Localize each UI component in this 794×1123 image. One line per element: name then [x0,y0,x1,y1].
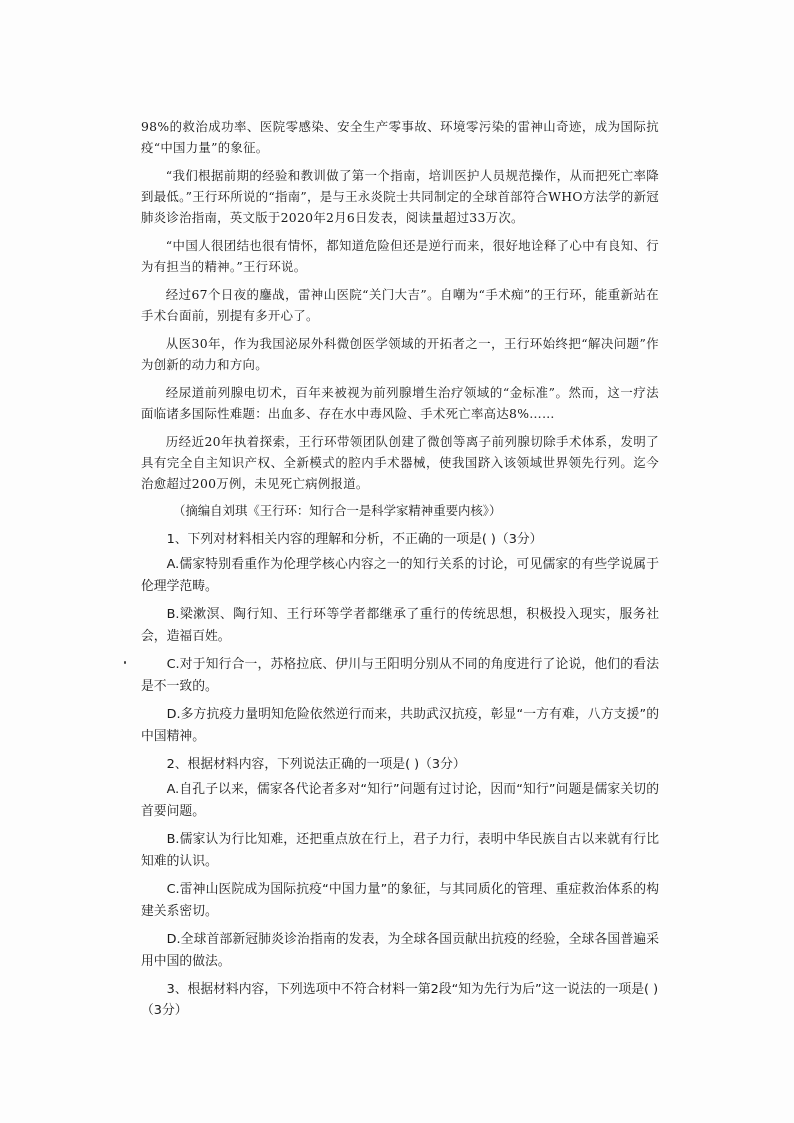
option-a: A.自孔子以来，儒家各代论者多对“知行”问题有过讨论，因而“知行”问题是儒家关切的首要问题。 [141,782,659,819]
passage-paragraph: 历经近20年执着探索，王行环带领团队创建了微创等离子前列腺切除手术体系，发明了具有完全自主知识产权、全新模式的腔内手术器械，使我国跻入该领域世界领先行列。迄今治愈超过200万例，未见死亡病例报道。 [141,434,659,491]
passage-paragraph: 98%的救治成功率、医院零感染、安全生产零事故、环境零污染的雷神山奇迹，成为国际抗疫“中国力量”的象征。 [141,119,659,155]
scan-speck [124,661,126,664]
question-2 [141,754,659,973]
reading-passage [141,116,659,1025]
option-d: D.多方抗疫力量明知危险依然逆行而来，共助武汉抗疫，彰显“一方有难，八方支援”的中国精神。 [141,707,659,744]
passage-paragraph: “中国人很团结也很有情怀，都知道危险但还是逆行而来，很好地诠释了心中有良知、行为有担当的精神。”王行环说。 [141,238,659,274]
question-1 [141,529,659,748]
source-citation: （摘编自刘琪《王行环：知行合一是科学家精神重要内核》） [173,503,502,518]
option-c: C.雷神山医院成为国际抗疫“中国力量”的象征，与其同质化的管理、重症救治体系的构建关系密切。 [141,882,659,919]
passage-paragraph: 经过67个日夜的鏖战，雷神山医院“关门大吉”。自嘲为“手术痴”的王行环，能重新站在手术台面前，别提有多开心了。 [141,287,659,323]
question-stem: 1、下列对材料相关内容的理解和分析，不正确的一项是( )（3分） [166,532,543,547]
option-b: B.儒家认为行比知难，还把重点放在行上，君子力行，表明中华民族自古以来就有行比知难的认识。 [141,832,659,869]
option-a: A.儒家特别看重作为伦理学核心内容之一的知行关系的讨论，可见儒家的有些学说属于伦理学范畴。 [141,557,659,594]
passage-paragraph: “我们根据前期的经验和教训做了第一个指南，培训医护人员规范操作，从而把死亡率降到最低。”王行环所说的“指南”，是与王永炎院士共同制定的全球首部符合WHO方法学的新冠肺炎诊治指南，英文版于2020年2月6日发表，阅读量超过33万次。 [141,168,659,225]
question-3 [141,979,659,1021]
passage-paragraph: 经尿道前列腺电切术，百年来被视为前列腺增生治疗领域的“金标准”。然而，这一疗法面临诸多国际性难题：出血多、存在水中毒风险、手术死亡率高达8%…… [141,385,659,421]
question-stem: 3、根据材料内容，下列选项中不符合材料一第2段“知为先行为后”这一说法的一项是( )（3分） [141,982,659,1018]
option-c: C.对于知行合一，苏格拉底、伊川与王阳明分别从不同的角度进行了论说，他们的看法是不一致的。 [141,657,659,694]
question-stem: 2、根据材料内容，下列说法正确的一项是( )（3分） [166,757,466,772]
option-b: B.梁漱溟、陶行知、王行环等学者都继承了重行的传统思想，积极投入现实，服务社会，造福百姓。 [141,607,659,644]
option-d: D.全球首部新冠肺炎诊治指南的发表，为全球各国贡献出抗疫的经验，全球各国普遍采用中国的做法。 [141,932,659,969]
passage-paragraph: 从医30年，作为我国泌尿外科微创医学领域的开拓者之一，王行环始终把“解决问题”作为创新的动力和方向。 [141,336,659,372]
